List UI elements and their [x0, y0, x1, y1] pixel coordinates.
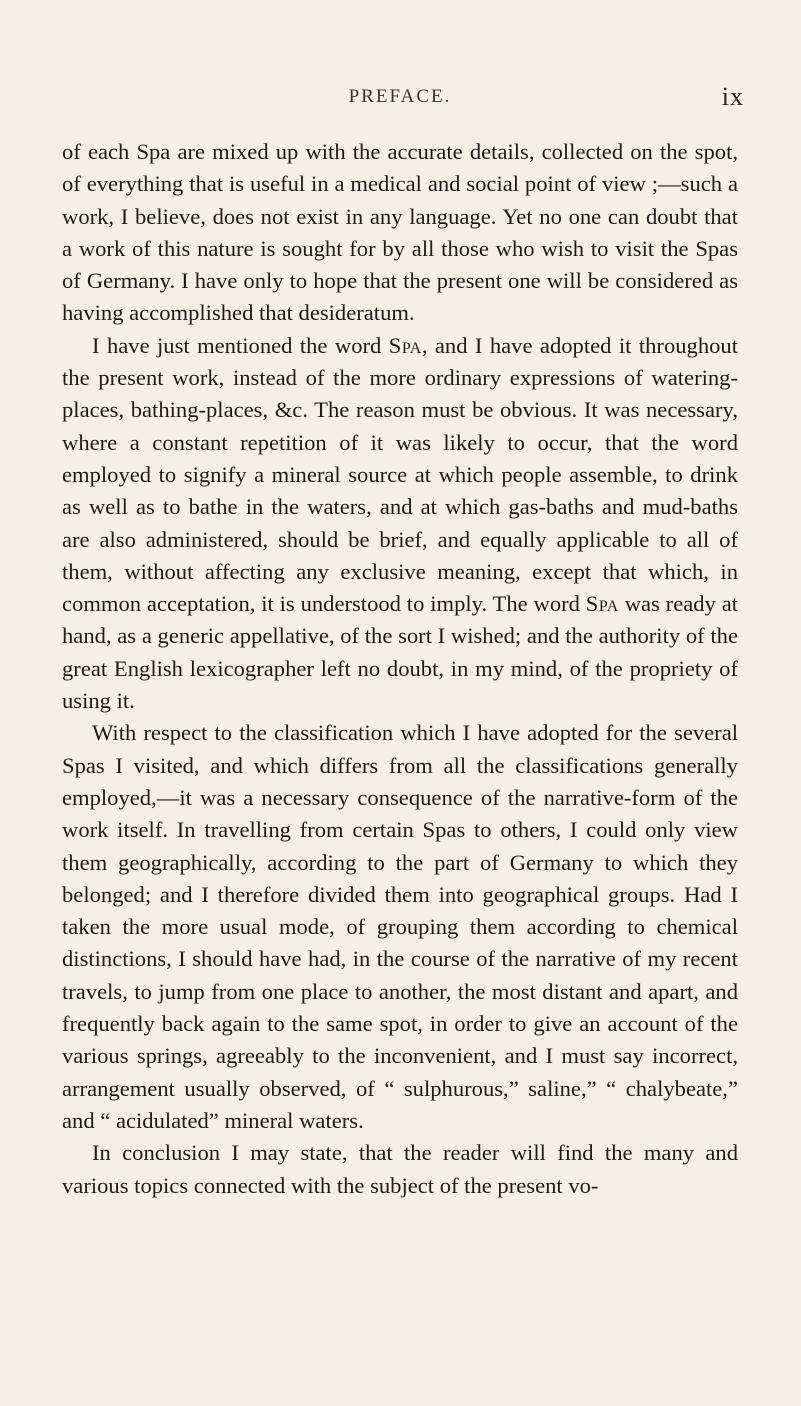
spa-small-caps-2: Spa — [585, 591, 619, 617]
paragraph-3: With respect to the classification which I have adopted for the several Spas I visited, and which differs from all the classifications generally employed,—it was a necessary consequence of the narrative-form of the work itself. In travelling from certain Spas to others, I could only view them geographically, according to the part of Germany to which they belonged; and I therefore divided them into geographical groups. Had I taken the more usual mode, of grouping them according to chemical distinctions, I should have had, in the course of the narrative of my recent travels, to jump from one place to another, the most distant and apart, and frequently back again to the same spot, in order to give an account of the various springs, agreeably to the inconvenient, and I must say incorrect, arrangement usually observed, of “ sulphurous,” saline,” “ chalybeate,” and “ acidulated” mineral waters. — [62, 720, 738, 1133]
page-header — [62, 82, 744, 116]
paragraph-2-part-1: I have just mentioned the word — [92, 332, 389, 358]
paragraph-2-part-2: , and I have adopted it throughout the present work, instead of the more ordinary expressions of watering-places, bathing-places, &c. The reason must be obvious. It was necessary, where a constant repetition of it was likely to occur, that the word employed to signify a mineral source at which people assemble, to drink as well as to bathe in the waters, and at which gas-baths and mud-baths are also administered, should be brief, and equally applicable to all of them, without affecting any exclusive meaning, except that which, in common acceptation, it is understood to imply. The word — [62, 332, 738, 617]
spa-small-caps: Spa — [388, 332, 422, 358]
paragraph-2 — [62, 330, 738, 718]
paragraph-4: In conclusion I may state, that the reader will find the many and various topics connected with the subject of the present vo- — [62, 1140, 738, 1198]
paragraph-1: of each Spa are mixed up with the accurate details, collected on the spot, of everything that is useful in a medical and social point of view ;—such a work, I believe, does not exist in any language. Yet no one can doubt that a work of this nature is sought for by all those who wish to visit the Spas of Germany. I have only to hope that the present one will be considered as having accomplished that desideratum. — [62, 139, 738, 326]
running-title: PREFACE. — [348, 86, 452, 107]
body-text — [62, 136, 738, 1202]
paragraph-2-part-3: was ready at hand, as a generic appellative, of the sort I wished; and the authority of the great English lexicographer left no doubt, in my mind, of the propriety of using it. — [62, 591, 738, 714]
page-number: ix — [721, 82, 744, 111]
